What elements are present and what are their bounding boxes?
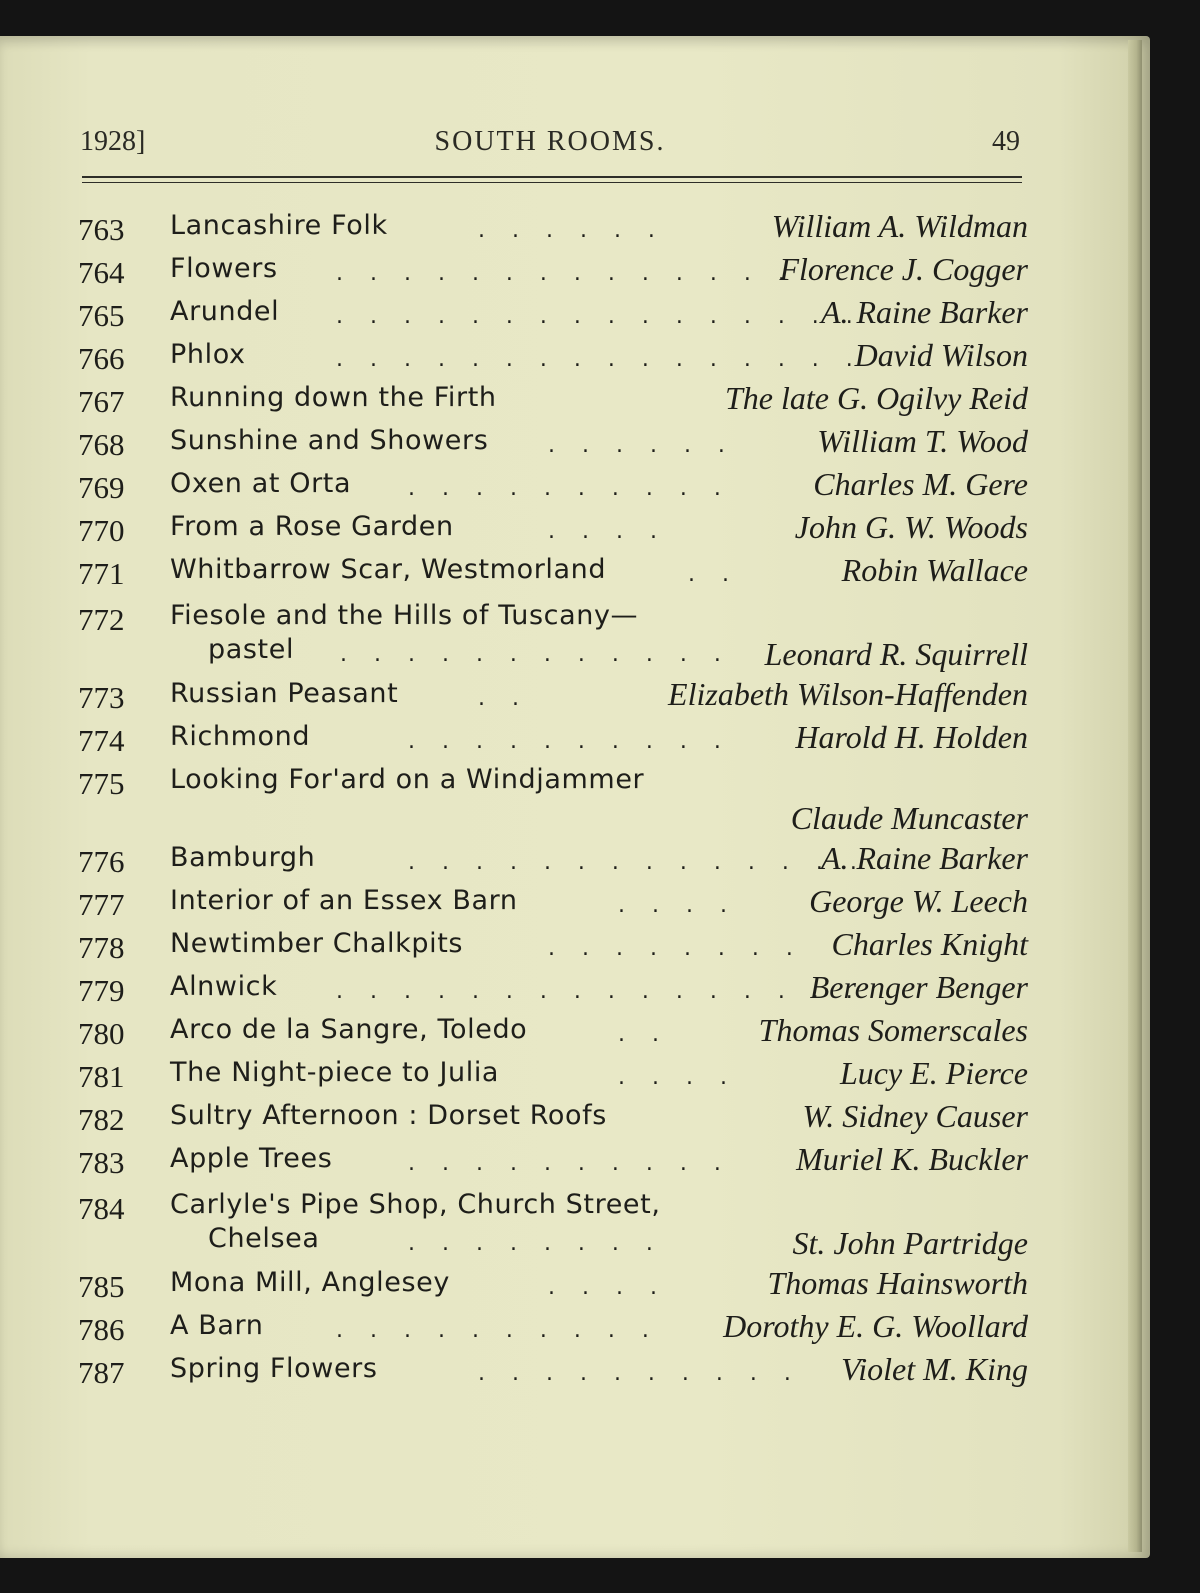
- catalogue-entry: [78, 1008, 1028, 1051]
- entry-number: 783: [78, 1145, 125, 1180]
- dot-leaders: . . . . . . . . . . . . . .: [408, 850, 867, 875]
- entry-number: 771: [78, 556, 125, 591]
- entry-number: 769: [78, 470, 125, 505]
- entry-number: 763: [78, 212, 125, 247]
- catalogue-entry: [78, 548, 1028, 594]
- entry-number: 775: [78, 766, 125, 801]
- entry-artist: William A. Wildman: [771, 208, 1028, 244]
- entry-number: 765: [78, 298, 125, 333]
- catalogue-entry: [78, 836, 1028, 879]
- catalogue-entry: [78, 1051, 1028, 1094]
- entry-title: From a Rose Garden: [170, 511, 454, 542]
- entry-number: 777: [78, 887, 125, 922]
- entry-title: Fiesole and the Hills of Tuscany—: [170, 600, 639, 631]
- entry-title: Phlox: [170, 339, 246, 370]
- entry-title: Richmond: [170, 721, 311, 752]
- dot-leaders: . . . . . . . .: [548, 936, 803, 961]
- entry-artist: David Wilson: [854, 337, 1028, 373]
- catalogue-entry: [78, 290, 1028, 333]
- entry-title-continued: Chelsea: [208, 1223, 320, 1254]
- catalogue-entry: [78, 594, 1028, 672]
- entry-title: Sunshine and Showers: [170, 425, 489, 456]
- entry-artist: William T. Wood: [817, 423, 1028, 459]
- entry-number: 767: [78, 384, 125, 419]
- entry-artist: Charles M. Gere: [813, 466, 1028, 502]
- catalogue-entry: [78, 505, 1028, 548]
- entry-number: 779: [78, 973, 125, 1008]
- dot-leaders: . . . . . . . . . . . . . . . .: [336, 979, 863, 1004]
- catalogue-entry: [78, 1137, 1028, 1183]
- dot-leaders: . .: [618, 1022, 669, 1047]
- dot-leaders: . . . . . . . . . . . . . .: [336, 261, 795, 286]
- entry-title: Sultry Afternoon : Dorset Roofs: [170, 1100, 607, 1131]
- entry-number: 784: [78, 1191, 125, 1226]
- entry-artist: St. John Partridge: [792, 1225, 1028, 1261]
- entry-artist: Muriel K. Buckler: [796, 1141, 1028, 1177]
- entry-artist: Dorothy E. G. Woollard: [723, 1308, 1028, 1344]
- entry-title: Alnwick: [170, 971, 278, 1002]
- entry-number: 768: [78, 427, 125, 462]
- catalogue-entry: [78, 922, 1028, 965]
- page-edge: [1128, 40, 1142, 1552]
- dot-leaders: . . . .: [618, 893, 737, 918]
- dot-leaders: . . . . . .: [478, 218, 665, 243]
- entry-artist: Robin Wallace: [841, 552, 1028, 588]
- dot-leaders: . . . . . . . . . .: [408, 476, 731, 501]
- catalogue-entry: [78, 1304, 1028, 1347]
- catalogue-entry: [78, 247, 1028, 290]
- entry-number: 774: [78, 723, 125, 758]
- entry-title: The Night-piece to Julia: [170, 1057, 500, 1088]
- header-year: 1928]: [80, 126, 146, 157]
- dot-leaders: . . . . . . . . . . . . . . . .: [336, 304, 863, 329]
- entry-title: Carlyle's Pipe Shop, Church Street,: [170, 1189, 661, 1220]
- entry-number: 770: [78, 513, 125, 548]
- catalogue-entry: [78, 333, 1028, 376]
- catalogue-entry: [78, 1261, 1028, 1304]
- catalogue-list: [78, 204, 1028, 1390]
- dot-leaders: . . . . . . . . . .: [408, 1151, 731, 1176]
- entry-number: 785: [78, 1269, 125, 1304]
- dot-leaders: . . . . . .: [548, 433, 735, 458]
- running-head: [80, 126, 1020, 166]
- catalogue-entry: [78, 1183, 1028, 1261]
- entry-artist: Leonard R. Squirrell: [764, 636, 1028, 672]
- catalogue-entry: [78, 965, 1028, 1008]
- entry-title: Bamburgh: [170, 842, 316, 873]
- entry-title: Running down the Firth: [170, 382, 497, 413]
- dot-leaders: . .: [688, 562, 739, 587]
- entry-artist: Harold H. Holden: [795, 719, 1028, 755]
- entry-title-continued: pastel: [208, 634, 295, 665]
- entry-title: Arundel: [170, 296, 280, 327]
- entry-number: 764: [78, 255, 125, 290]
- entry-artist: Claude Muncaster: [790, 800, 1028, 836]
- entry-title: Lancashire Folk: [170, 210, 388, 241]
- entry-title: Oxen at Orta: [170, 468, 352, 499]
- entry-title: Interior of an Essex Barn: [170, 885, 518, 916]
- entry-artist: John G. W. Woods: [794, 509, 1028, 545]
- header-section-title: SOUTH ROOMS.: [434, 126, 666, 157]
- entry-title: Arco de la Sangre, Toledo: [170, 1014, 528, 1045]
- catalogue-entry: [78, 1347, 1028, 1390]
- entry-number: 782: [78, 1102, 125, 1137]
- catalogue-entry: [78, 672, 1028, 715]
- entry-number: 780: [78, 1016, 125, 1051]
- dot-leaders: . . . .: [548, 1275, 667, 1300]
- entry-artist: Violet M. King: [841, 1351, 1028, 1387]
- entry-title: A Barn: [170, 1310, 264, 1341]
- entry-artist: George W. Leech: [809, 883, 1028, 919]
- dot-leaders: . . . .: [548, 519, 667, 544]
- entry-title: Looking For'ard on a Windjammer: [170, 764, 645, 795]
- catalogue-entry: [78, 1094, 1028, 1137]
- dot-leaders: . . . . . . . .: [408, 1231, 663, 1256]
- entry-title: Flowers: [170, 253, 278, 284]
- catalogue-entry: [78, 715, 1028, 758]
- dot-leaders: . . . . . . . . . . . . . . . .: [336, 347, 863, 372]
- entry-artist: Thomas Hainsworth: [767, 1265, 1028, 1301]
- entry-title: Mona Mill, Anglesey: [170, 1267, 450, 1298]
- dot-leaders: . . . .: [618, 1065, 737, 1090]
- entry-number: 787: [78, 1355, 125, 1390]
- dot-leaders: . . . . . . . . . .: [336, 1318, 659, 1343]
- entry-title: Spring Flowers: [170, 1353, 378, 1384]
- catalogue-entry: [78, 419, 1028, 462]
- header-rule-thin: [82, 182, 1022, 183]
- entry-artist: Elizabeth Wilson-Haffenden: [668, 676, 1028, 712]
- entry-number: 776: [78, 844, 125, 879]
- entry-title: Newtimber Chalkpits: [170, 928, 464, 959]
- entry-number: 772: [78, 602, 125, 637]
- entry-title: Apple Trees: [170, 1143, 333, 1174]
- entry-artist: Charles Knight: [831, 926, 1028, 962]
- entry-title: Russian Peasant: [170, 678, 399, 709]
- entry-number: 778: [78, 930, 125, 965]
- header-rule: [82, 176, 1022, 178]
- catalogue-entry: [78, 758, 1028, 836]
- entry-artist: W. Sidney Causer: [802, 1098, 1028, 1134]
- catalogue-entry: [78, 204, 1028, 247]
- dot-leaders: . . . . . . . . . . . .: [340, 642, 731, 667]
- dot-leaders: . .: [478, 686, 529, 711]
- entry-artist: Thomas Somerscales: [758, 1012, 1028, 1048]
- catalogue-entry: [78, 376, 1028, 419]
- entry-artist: Lucy E. Pierce: [839, 1055, 1028, 1091]
- entry-artist: The late G. Ogilvy Reid: [724, 380, 1028, 416]
- entry-title: Whitbarrow Scar, Westmorland: [170, 554, 607, 585]
- entry-number: 773: [78, 680, 125, 715]
- entry-artist: Florence J. Cogger: [779, 251, 1028, 287]
- entry-number: 781: [78, 1059, 125, 1094]
- catalogue-entry: [78, 879, 1028, 922]
- entry-number: 766: [78, 341, 125, 376]
- catalogue-entry: [78, 462, 1028, 505]
- dot-leaders: . . . . . . . . . .: [408, 729, 731, 754]
- entry-artist: A. Raine Barker: [820, 294, 1028, 330]
- entry-artist: A. Raine Barker: [820, 840, 1028, 876]
- dot-leaders: . . . . . . . . . .: [478, 1361, 801, 1386]
- entry-number: 786: [78, 1312, 125, 1347]
- page-number: 49: [992, 126, 1020, 157]
- entry-artist: Berenger Benger: [809, 969, 1028, 1005]
